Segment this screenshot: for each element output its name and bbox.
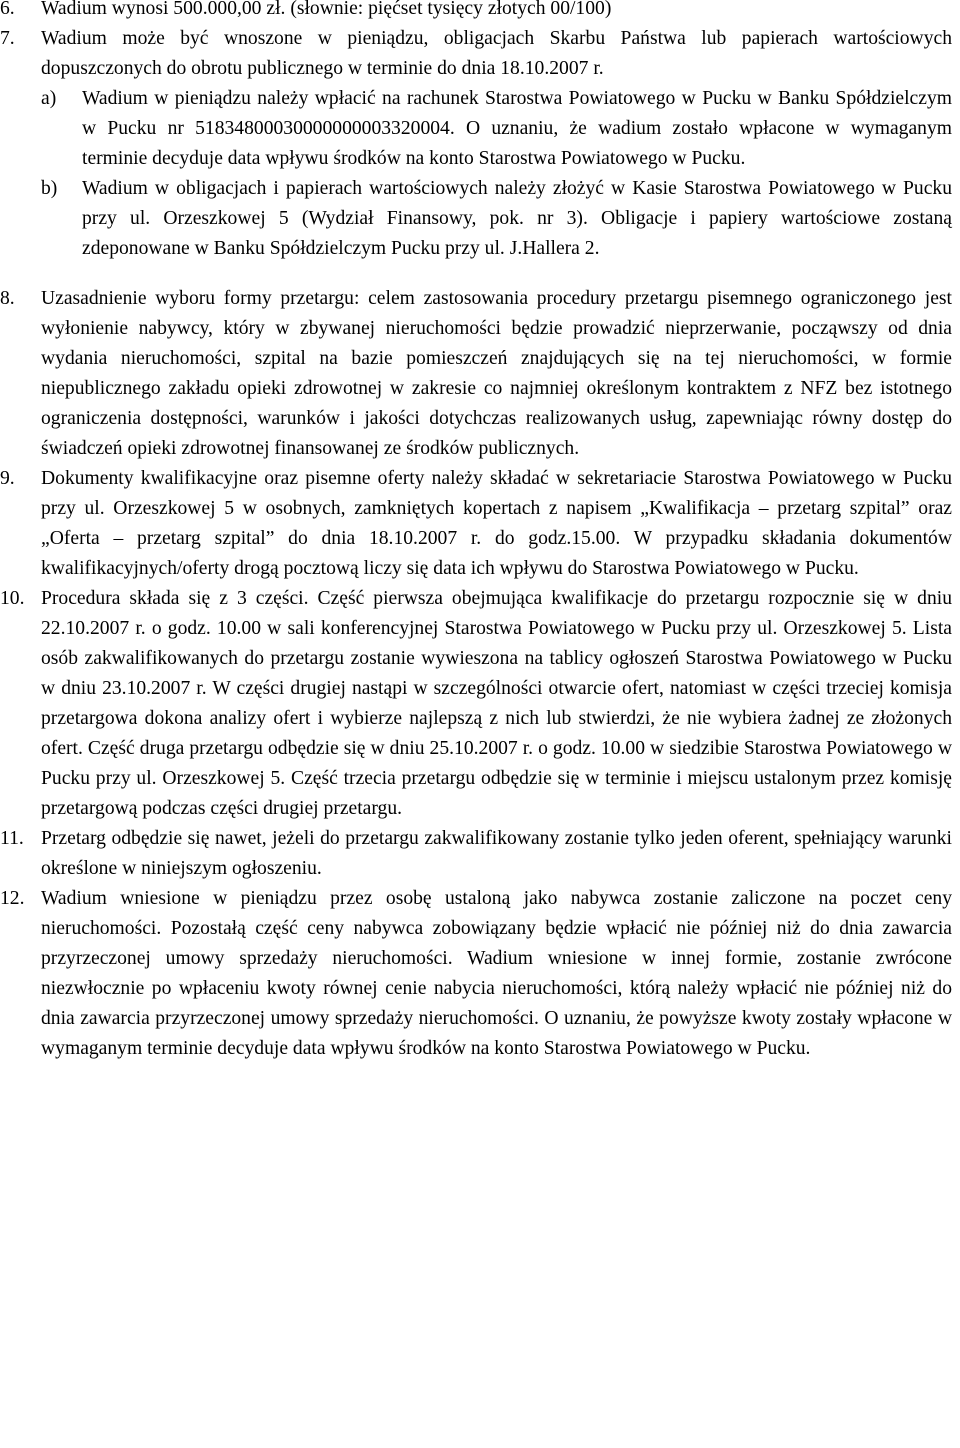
item-number: 12.: [0, 888, 25, 909]
item-text: Wadium wynosi 500.000,00 zł. (słownie: pięćset tysięcy złotych 00/100): [41, 0, 612, 19]
item-number: 6.: [0, 0, 15, 19]
list-item: [0, 884, 960, 1064]
item-number: 11.: [0, 828, 24, 849]
item-letter: a): [41, 88, 57, 109]
item-text: Dokumenty kwalifikacyjne oraz pisemne oferty należy składać w sekretariacie Starostwa Powiatowego w Pucku przy ul. Orzeszkowej 5 w osobnych, zamkniętych kopertach z napisem „Kwalifikacja – przetarg szpital” oraz „Oferta – przetarg szpital” do dnia 18.10.2007 r. do godz.15.00. W przypadku składania dokumentów kwalifikacyjnych/oferty drogą pocztową liczy się data ich wpływu do Starostwa Powiatowego w Pucku.: [41, 468, 952, 579]
item-text: Przetarg odbędzie się nawet, jeżeli do przetargu zakwalifikowany zostanie tylko jeden oferent, spełniający warunki określone w niniejszym ogłoszeniu.: [41, 828, 952, 879]
item-text: Wadium w pieniądzu należy wpłacić na rachunek Starostwa Powiatowego w Pucku w Banku Spółdzielczym w Pucku nr 51834800030000000003320004. O uznaniu, że wadium zostało wpłacone w wymaganym terminie decyduje data wpływu środków na konto Starostwa Powiatowego w Pucku.: [82, 88, 952, 169]
item-number: 7.: [0, 28, 15, 49]
list-item: [0, 824, 960, 884]
item-number: 9.: [0, 468, 15, 489]
list-item: [0, 464, 960, 584]
sub-list-item: [0, 84, 960, 174]
item-letter: b): [41, 178, 58, 199]
sub-list-item: [0, 174, 960, 264]
item-text: Wadium może być wnoszone w pieniądzu, obligacjach Skarbu Państwa lub papierach wartościowych dopuszczonych do obrotu publicznego w terminie do dnia 18.10.2007 r.: [41, 28, 952, 79]
paragraph-gap: [0, 264, 960, 284]
item-number: 8.: [0, 288, 15, 309]
item-text: Wadium w obligacjach i papierach wartościowych należy złożyć w Kasie Starostwa Powiatowego w Pucku przy ul. Orzeszkowej 5 (Wydział Finansowy, pok. nr 3). Obligacje i papiery wartościowe zostaną zdeponowane w Banku Spółdzielczym Pucku przy ul. J.Hallera 2.: [82, 178, 952, 259]
list-item: [0, 584, 960, 824]
item-text: Uzasadnienie wyboru formy przetargu: celem zastosowania procedury przetargu pisemnego ograniczonego jest wyłonienie nabywcy, który w zbywanej nieruchomości będzie prowadzić nieprzerwanie, począwszy od dnia wydania nieruchomości, szpital na bazie pomieszczeń znajdujących się na tej nieruchomości, w formie niepublicznego zakładu opieki zdrowotnej w zakresie co najmniej określonym kontraktem z NFZ bez istotnego ograniczenia dostępności, warunków i jakości dotychczas realizowanych usług, zapewniając równy dostęp do świadczeń opieki zdrowotnej finansowanej ze środków publicznych.: [41, 288, 952, 459]
list-item: [0, 284, 960, 464]
item-text: Wadium wniesione w pieniądzu przez osobę ustaloną jako nabywca zostanie zaliczone na poczet ceny nieruchomości. Pozostałą część ceny nabywca zobowiązany będzie wpłacić nie później niż do dnia zawarcia przyrzeczonej umowy sprzedaży nieruchomości. Wadium wniesione w innej formie, zostanie zwrócone niezwłocznie po wpłaceniu kwoty równej cenie nabycia nieruchomości, którą należy wpłacić nie później niż do dnia zawarcia przyrzeczonej umowy sprzedaży nieruchomości. O uznaniu, że powyższe kwoty zostały wpłacone w wymaganym terminie decyduje data wpływu środków na konto Starostwa Powiatowego w Pucku.: [41, 888, 952, 1059]
list-item: [0, 0, 960, 24]
list-item: [0, 24, 960, 84]
item-text: Procedura składa się z 3 części. Część pierwsza obejmująca kwalifikacje do przetargu rozpocznie się w dniu 22.10.2007 r. o godz. 10.00 w sali konferencyjnej Starostwa Powiatowego w Pucku przy ul. Orzeszkowej 5. Lista osób zakwalifikowanych do przetargu zostanie wywieszona na tablicy ogłoszeń Starostwa Powiatowego w Pucku w dniu 23.10.2007 r. W części drugiej nastąpi w szczególności otwarcie ofert, natomiast w części trzeciej komisja przetargowa dokona analizy ofert i wybierze najlepszą z nich lub stwierdzi, że nie wybiera żadnej ze złożonych ofert. Część druga przetargu odbędzie się w dniu 25.10.2007 r. o godz. 10.00 w siedzibie Starostwa Powiatowego w Pucku przy ul. Orzeszkowej 5. Część trzecia przetargu odbędzie się w terminie i miejscu ustalonym przez komisję przetargową podczas części drugiej przetargu.: [41, 588, 952, 819]
item-number: 10.: [0, 588, 25, 609]
